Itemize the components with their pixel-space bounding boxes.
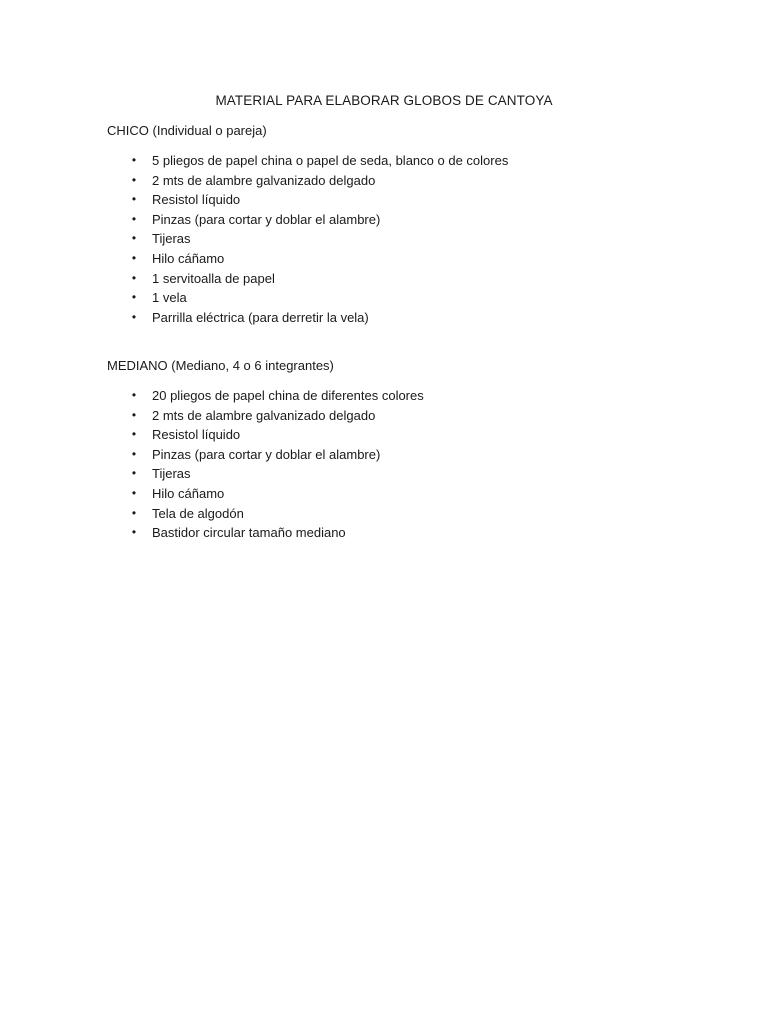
list-item bbox=[107, 425, 667, 445]
bullet-icon: • bbox=[131, 446, 137, 461]
section-heading-mediano: MEDIANO (Mediano, 4 o 6 integrantes) bbox=[107, 358, 334, 373]
list-item-text: Hilo cáñamo bbox=[152, 250, 225, 266]
list-item-text: Tela de algodón bbox=[152, 505, 244, 521]
section-heading-chico: CHICO (Individual o pareja) bbox=[107, 123, 267, 138]
list-item bbox=[107, 288, 667, 308]
list-item-text: Resistol líquido bbox=[152, 192, 241, 208]
list-item-text: Parrilla eléctrica (para derretir la vela) bbox=[152, 309, 369, 325]
list-item bbox=[107, 210, 667, 230]
list-item bbox=[107, 190, 667, 210]
bullet-icon: • bbox=[131, 466, 137, 481]
materials-list-mediano bbox=[107, 386, 667, 543]
bullet-icon: • bbox=[131, 192, 137, 207]
list-item bbox=[107, 151, 667, 171]
list-item-text: Pinzas (para cortar y doblar el alambre) bbox=[152, 446, 381, 462]
list-item bbox=[107, 269, 667, 289]
list-item bbox=[107, 249, 667, 269]
list-item-text: 2 mts de alambre galvanizado delgado bbox=[152, 172, 376, 188]
list-item-text: Pinzas (para cortar y doblar el alambre) bbox=[152, 211, 381, 227]
list-item bbox=[107, 406, 667, 426]
bullet-icon: • bbox=[131, 427, 137, 442]
bullet-icon: • bbox=[131, 388, 137, 402]
bullet-icon: • bbox=[131, 525, 137, 540]
list-item-text: 2 mts de alambre galvanizado delgado bbox=[152, 407, 376, 423]
list-item-text: Tijeras bbox=[152, 231, 191, 247]
list-item-text: Resistol líquido bbox=[152, 427, 241, 443]
list-item-text: Tijeras bbox=[152, 466, 191, 482]
list-item-text: Hilo cáñamo bbox=[152, 485, 225, 501]
bullet-icon: • bbox=[131, 270, 137, 285]
list-item bbox=[107, 504, 667, 524]
bullet-icon: • bbox=[131, 250, 137, 265]
materials-list-chico bbox=[107, 151, 667, 327]
bullet-icon: • bbox=[131, 211, 137, 226]
document-title: MATERIAL PARA ELABORAR GLOBOS DE CANTOYA bbox=[215, 93, 553, 108]
list-item-text: 20 pliegos de papel china de diferentes colores bbox=[152, 388, 424, 403]
list-item bbox=[107, 171, 667, 191]
bullet-icon: • bbox=[131, 172, 137, 187]
bullet-icon: • bbox=[131, 231, 137, 246]
bullet-icon: • bbox=[131, 505, 137, 520]
list-item bbox=[107, 464, 667, 484]
list-item-text: 5 pliegos de papel china o papel de seda, blanco o de colores bbox=[152, 153, 509, 168]
list-item bbox=[107, 523, 667, 543]
list-item bbox=[107, 445, 667, 465]
list-item-text: Bastidor circular tamaño mediano bbox=[152, 525, 346, 541]
list-item bbox=[107, 229, 667, 249]
bullet-icon: • bbox=[131, 485, 137, 500]
list-item bbox=[107, 484, 667, 504]
list-item-text: 1 vela bbox=[152, 290, 187, 306]
list-item bbox=[107, 386, 667, 406]
bullet-icon: • bbox=[131, 153, 137, 167]
list-item bbox=[107, 308, 667, 328]
bullet-icon: • bbox=[131, 407, 137, 422]
bullet-icon: • bbox=[131, 290, 137, 305]
list-item-text: 1 servitoalla de papel bbox=[152, 270, 275, 286]
bullet-icon: • bbox=[131, 309, 137, 324]
